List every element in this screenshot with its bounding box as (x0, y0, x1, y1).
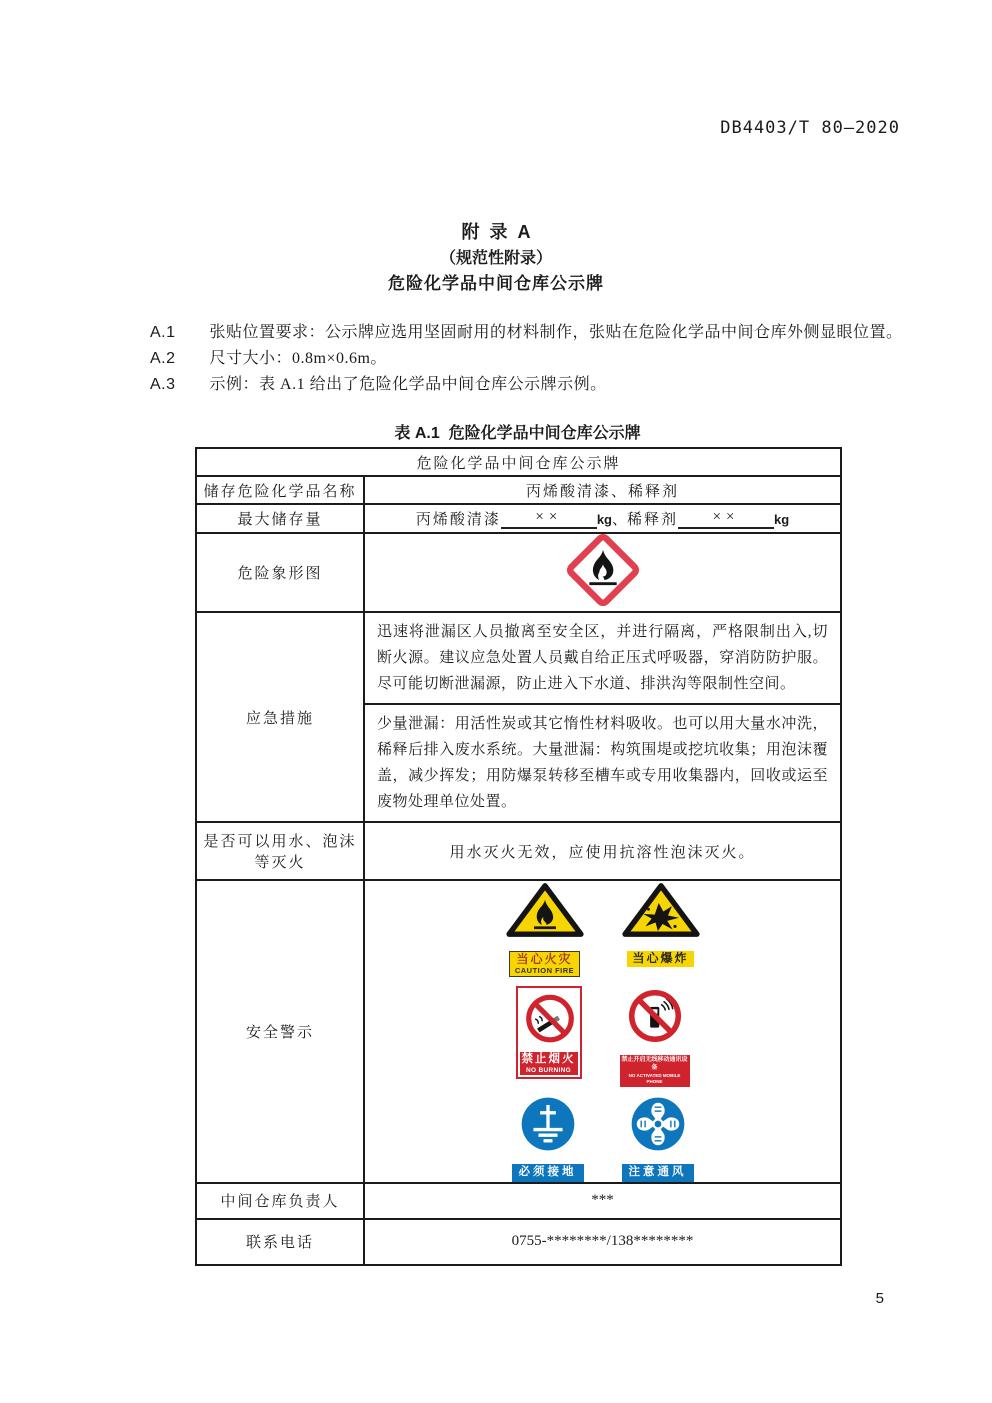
max-unit2: kg (774, 512, 790, 527)
emergency-paragraph-1: 迅速将泄漏区人员撤离至安全区，并进行隔离，严格限制出入,切断火源。建议应急处置人员戴自给正压式呼吸器，穿消防防护服。尽可能切断泄漏源，防止进入下水道、排洪沟等限制性空间。 (364, 612, 841, 704)
extinguish-value: 用水灭火无效，应使用抗溶性泡沫灭火。 (364, 822, 841, 880)
clause-a2-text: 尺寸大小：0.8m×0.6m。 (209, 350, 387, 367)
emergency-label: 应急措施 (196, 612, 364, 822)
emergency-paragraph-2: 少量泄漏：用活性炭或其它惰性材料吸收。也可以用大量水冲洗，稀释后排入废水系统。大量泄漏：构筑围堤或挖坑收集；用泡沫覆盖，减少挥发；用防爆泵转移至槽车或专用收集器内，回收或运至废物处理单位处置。 (364, 704, 841, 822)
max-chem2: 稀释剂 (627, 512, 679, 528)
max-qty1-blank: ×× (501, 509, 597, 529)
clause-a1-text: 张贴位置要求：公示牌应选用坚固耐用的材料制作，张贴在危险化学品中间仓库外侧显眼位置。 (209, 324, 903, 341)
clause-a2-num: A.2 (150, 350, 176, 367)
clause-a3 (88, 372, 906, 398)
pictogram-label: 危险象形图 (196, 533, 364, 612)
signs-row-1 (506, 881, 700, 977)
sign-caution-explosion (622, 881, 700, 967)
attention-ventilation-label: 注意通风 (622, 1164, 694, 1182)
table-caption: 表 A.1 危险化学品中间仓库公示牌 (394, 425, 641, 442)
phone-label: 联系电话 (196, 1219, 364, 1265)
sign-no-burning (516, 986, 582, 1079)
clause-a3-num: A.3 (150, 376, 176, 393)
no-mobile-phone-icon (624, 986, 686, 1051)
max-chem1: 丙烯酸清漆 (415, 512, 501, 528)
max-sep: 、 (612, 512, 628, 528)
no-mobile-phone-label: 禁止开启无线移动通讯设备 NO ACTIVATED MOBILE PHONE (620, 1055, 690, 1086)
name-value: 丙烯酸清漆、稀释剂 (364, 476, 841, 504)
name-label: 储存危险化学品名称 (196, 476, 364, 504)
appendix-subject: 危险化学品中间仓库公示牌 (388, 274, 604, 293)
clause-a3-text: 示例：表 A.1 给出了危险化学品中间仓库公示牌示例。 (209, 376, 607, 393)
max-storage-value (364, 504, 841, 533)
must-ground-icon (520, 1096, 576, 1157)
caution-fire-label: 当心火灾 CAUTION FIRE (509, 951, 580, 977)
safety-warning-label: 安全警示 (196, 880, 364, 1183)
doc-number: DB4403/T 80—2020 (720, 118, 900, 138)
manager-value: *** (364, 1183, 841, 1219)
clause-a1-num: A.1 (150, 324, 176, 341)
must-ground-label: 必须接地 (512, 1164, 584, 1182)
ghs-flame-icon (567, 594, 639, 610)
no-burning-label: 禁止烟火 NO BURNING (521, 1053, 576, 1074)
sign-attention-ventilation (622, 1096, 694, 1182)
no-burning-icon (521, 1033, 579, 1049)
max-storage-label: 最大储存量 (196, 504, 364, 533)
appendix-title: 附 录 A (461, 222, 531, 242)
pictogram-cell (364, 533, 841, 612)
sign-must-ground (512, 1096, 584, 1182)
caution-fire-icon (506, 881, 584, 944)
notice-board-table (195, 447, 842, 1266)
sign-no-mobile-phone (620, 986, 690, 1086)
extinguish-label: 是否可以用水、泡沫等灭火 (196, 822, 364, 880)
clause-a2 (88, 346, 906, 372)
phone-value: 0755-********/138******** (364, 1219, 841, 1265)
max-unit1: kg (596, 512, 612, 527)
page-number: 5 (875, 1290, 884, 1307)
signs-row-2 (516, 986, 690, 1086)
caution-explosion-icon (622, 881, 700, 944)
manager-label: 中间仓库负责人 (196, 1183, 364, 1219)
attention-ventilation-icon (630, 1096, 686, 1157)
safety-signs-cell (364, 880, 841, 1183)
appendix-subtitle: （规范性附录） (439, 250, 552, 267)
clauses (88, 320, 906, 398)
clause-a1 (88, 320, 906, 346)
board-title: 危险化学品中间仓库公示牌 (196, 448, 841, 476)
max-qty2-blank: ×× (678, 509, 774, 529)
sign-caution-fire (506, 881, 584, 977)
caution-explosion-label: 当心爆炸 (627, 951, 693, 967)
safety-signs-grid (365, 881, 840, 1182)
signs-row-3 (512, 1096, 694, 1182)
